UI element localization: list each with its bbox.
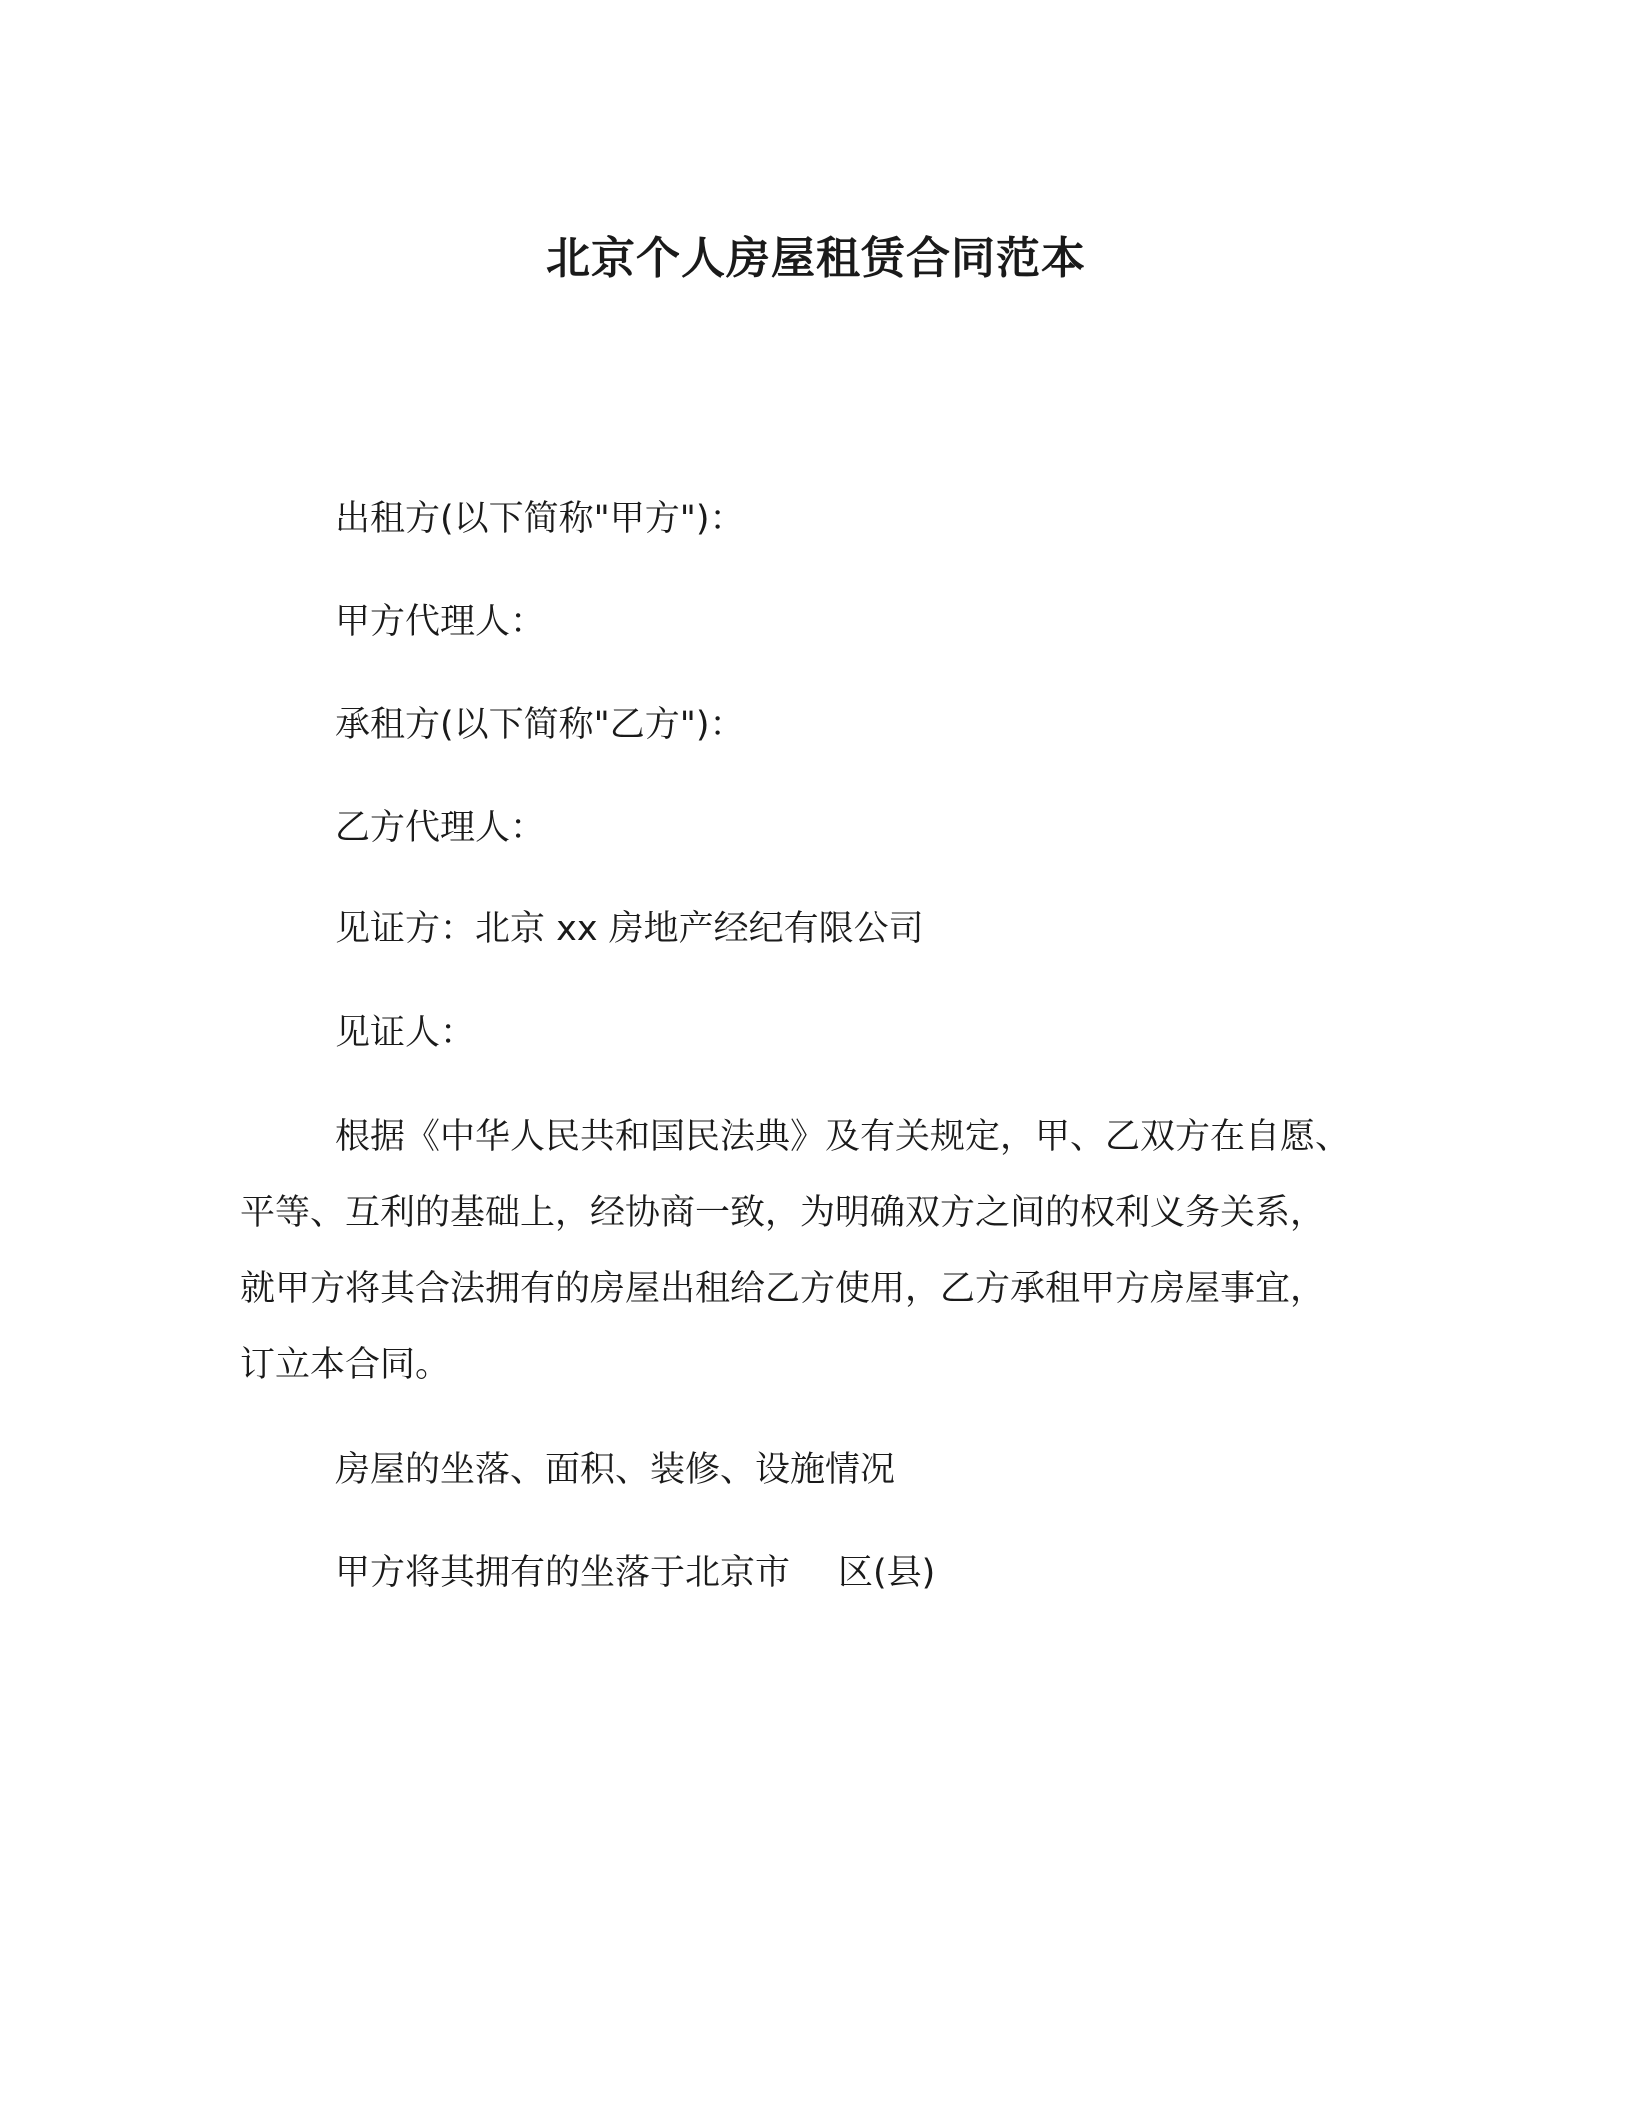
- witness-person-field: 见证人：: [335, 1013, 476, 1053]
- section-heading: 房屋的坐落、面积、装修、设施情况: [335, 1450, 896, 1490]
- preamble-line-4: 订立本合同。: [240, 1345, 451, 1385]
- preamble-line-3: 就甲方将其合法拥有的房屋出租给乙方使用，乙方承租甲方房屋事宜，: [240, 1269, 1326, 1309]
- lessee-field: 承租方(以下简称"乙方")：: [335, 705, 745, 745]
- document-title: 北京个人房屋租赁合同范本: [546, 233, 1086, 284]
- preamble-line-2: 平等、互利的基础上，经协商一致，为明确双方之间的权利义务关系，: [240, 1193, 1326, 1233]
- location-prefix: 甲方将其拥有的坐落于北京市: [335, 1553, 791, 1593]
- location-line: [335, 1553, 936, 1593]
- witness-party-field: 见证方：北京 xx 房地产经纪有限公司: [335, 909, 924, 949]
- lessor-field: 出租方(以下简称"甲方")：: [335, 499, 745, 539]
- lessor-agent-field: 甲方代理人：: [335, 602, 546, 642]
- location-suffix: 区(县): [838, 1553, 936, 1593]
- preamble-line-1: 根据《中华人民共和国民法典》及有关规定，甲、乙双方在自愿、: [335, 1117, 1351, 1157]
- lessee-agent-field: 乙方代理人：: [335, 808, 546, 848]
